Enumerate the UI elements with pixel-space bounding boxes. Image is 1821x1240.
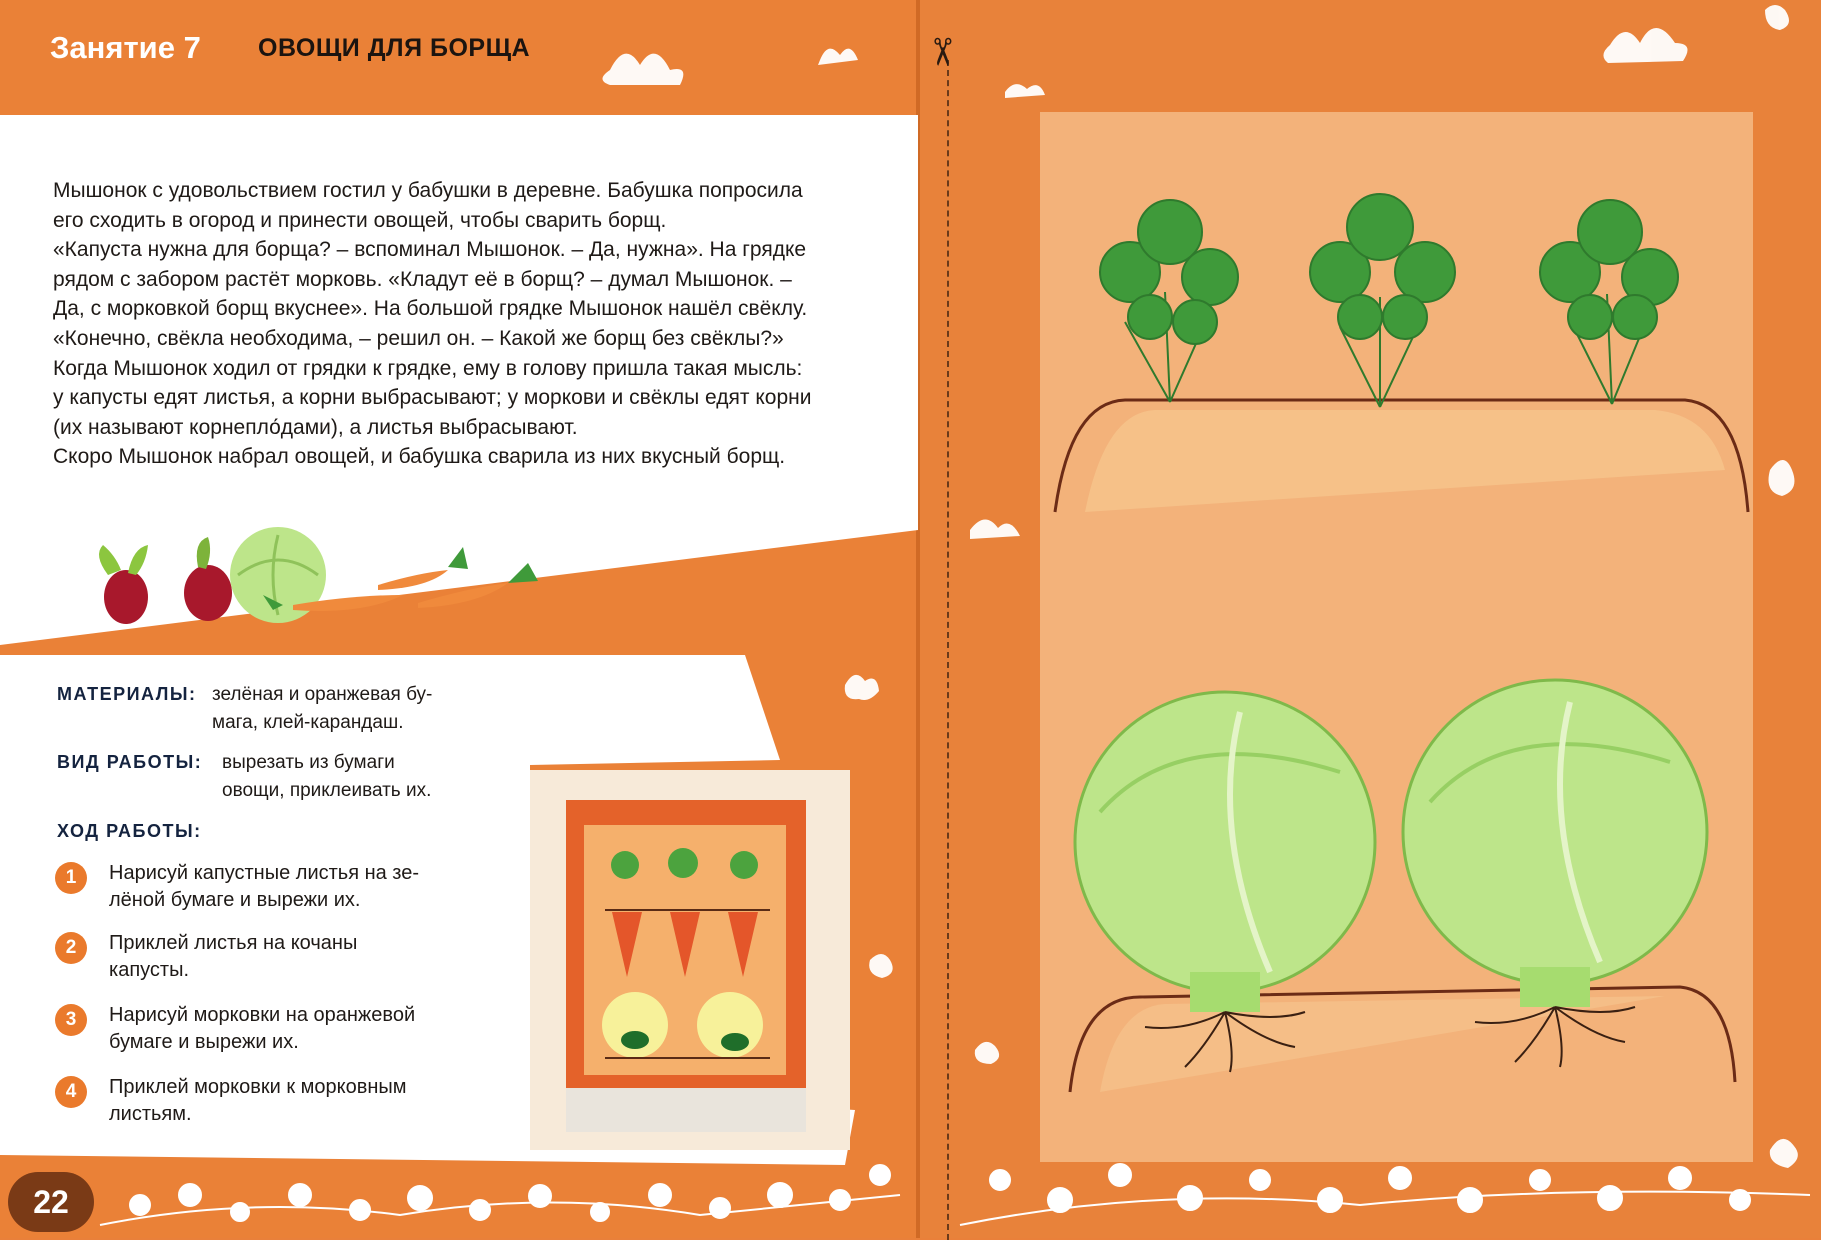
step-number: 1: [55, 862, 87, 894]
materials-row: [57, 681, 477, 708]
steps-label: ХОД РАБОТЫ:: [57, 821, 202, 841]
story-line: Да, с морковкой борщ вкуснее». На большой грядке Мышонок нашёл свёклу.: [53, 297, 808, 321]
lesson-number: Занятие 7: [50, 30, 201, 65]
step-text: Приклей листья на кочаны капусты.: [109, 932, 358, 981]
garden-template: [1040, 112, 1753, 1162]
cabbage-icon: [1075, 692, 1375, 1012]
step-number: 2: [55, 932, 87, 964]
materials-text: мага, клей-карандаш.: [212, 712, 404, 733]
story-line: «Конечно, свёкла необходима, – решил он. – Какой же борщ без свёклы?»: [53, 326, 784, 350]
story-line: Скоро Мышонок набрал овощей, и бабушка сварила из них вкусный борщ.: [53, 445, 786, 469]
story-line: (их называют корнепло́дами), а листья выбрасывают.: [53, 415, 578, 439]
step-text: Нарисуй морковки на оранжевой бумаге и вырежи их.: [109, 1004, 416, 1053]
step-text: Приклей морковки к морковным листьям.: [109, 1076, 407, 1125]
story-line: его сходить в огород и принести овощей, чтобы сварить борщ.: [53, 208, 667, 232]
materials-label: МАТЕРИАЛЫ:: [57, 684, 197, 704]
work-type-text: овощи, приклеивать их.: [222, 780, 432, 801]
story-text: [53, 176, 873, 472]
beet-icon: [184, 537, 232, 621]
story-line: у капусты едят листья, а корни выбрасывают; у моркови и свёклы едят корни: [53, 386, 812, 410]
step-text: Нарисуй капустные листья на зе- лёной бумаге и вырежи их.: [109, 862, 420, 911]
cabbage-icon: [1403, 680, 1707, 1007]
step-number: 3: [55, 1004, 87, 1036]
carrot-top-icon: [1100, 200, 1238, 402]
beet-icon: [99, 545, 148, 624]
work-type-text: вырезать из бумаги: [222, 752, 395, 773]
example-craft-image: [530, 770, 850, 1150]
story-line: «Капуста нужна для борща? – вспоминал Мышонок. – Да, нужна». На грядке: [53, 238, 807, 262]
work-type-label: ВИД РАБОТЫ:: [57, 752, 203, 772]
work-type-row: [57, 749, 497, 776]
page-number: 22: [8, 1172, 94, 1232]
lesson-title: ОВОЩИ ДЛЯ БОРЩА: [258, 34, 531, 62]
step-number: 4: [55, 1076, 87, 1108]
carrot-icon: [418, 563, 538, 608]
scissors-icon: ✂: [919, 36, 964, 68]
story-line: Мышонок с удовольствием гостил у бабушки в деревне. Бабушка попросила: [53, 179, 803, 202]
story-line: рядом с забором растёт морковь. «Кладут её в борщ? – думал Мышонок. –: [53, 267, 792, 291]
vegetables-illustration: [78, 505, 598, 635]
materials-text: зелёная и оранжевая бу-: [212, 684, 433, 705]
story-line: Когда Мышонок ходил от грядки к грядке, ему в голову пришла такая мысль:: [53, 356, 803, 380]
carrot-top-icon: [1310, 194, 1455, 407]
carrot-icon: [378, 547, 468, 590]
cut-line: [947, 60, 949, 1240]
carrot-top-icon: [1540, 200, 1678, 404]
